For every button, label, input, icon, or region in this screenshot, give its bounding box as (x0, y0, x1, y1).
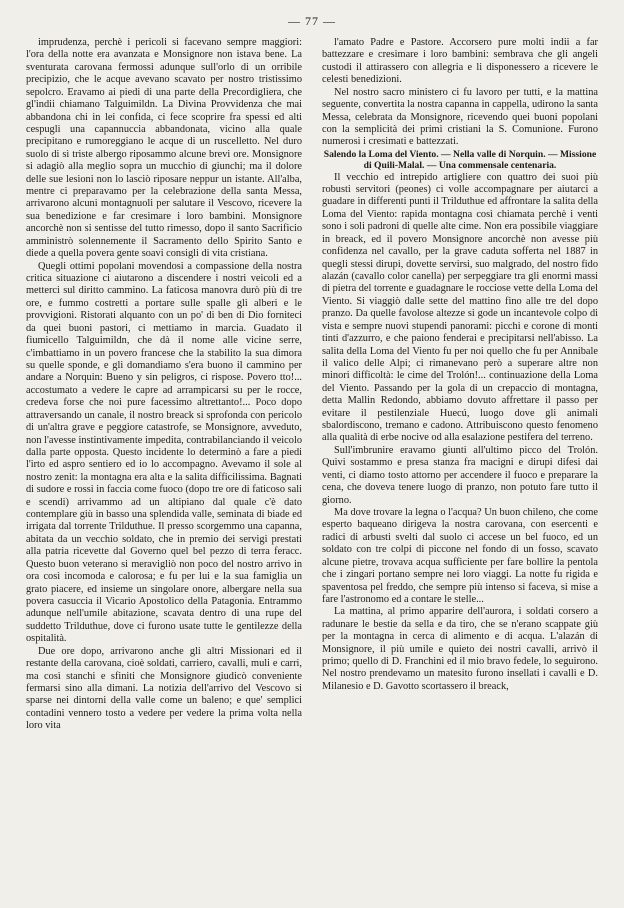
paragraph: Nel nostro sacro ministero ci fu lavoro per tutti, e la mattina seguente, convertita la nostra capanna in cappella, udirono la santa Messa, celebrata da Monsignore, ricevendo quei buoni popolani con la semplicità dei primi cristiani la S. Comunione. Furono numerosi i cresimati e battezzati. (322, 86, 599, 148)
paragraph: Ma dove trovare la legna o l'acqua? Un buon chileno, che come esperto baqueano dirigeva la nostra carovana, con esercenti e radici di arbusti svelti dal suolo ci accese un bel fuoco, ed un soldato con tre colpi di piccone nel fondo di un fosso, scavato alcune pietre, trovava acqua sufficiente per fare bollire la pentola che i zingari portano sempre nei loro viaggi. La notte fu rigida e spaventosa pel freddo, che sempre più intenso si faceva, si mise a fare l'astronomo ed a contare le stelle... (322, 507, 598, 605)
paragraph: Due ore dopo, arrivarono anche gli altri Missionari ed il restante della carovana, cioè soldati, carriero, cavalli, muli e carri, ma così stanchi e sfiniti che Monsignore giudicò conveniente fermarsi sino alla dimani. La notizia dell'arrivo del Vescovo si sparse nei dintorni della valle come un baleno; e que' semplici contadini vennero tosto a vedere per vedere la prima volta nella loro vita (26, 645, 302, 732)
left-column (26, 37, 302, 733)
page-number: — 77 — (288, 14, 336, 28)
paragraph: La mattina, al primo apparire dell'aurora, i soldati corsero a radunare le bestie da sella e da tiro, che se n'erano scappate giù per la montagna in cerca di alimento e di acqua. L'alazán di Monsignore, il più umile e quieto dei nostri cavalli, arrivò il primo; quello di D. Franchini ed il mio bravo fedele, lo seguirono. Nel nostro prendevamo un matesito furono insellati i cavalli e D. Milanesio e D. Gavotto scortassero il breack, (322, 606, 598, 692)
paragraph: imprudenza, perchè i pericoli si facevano sempre maggiori: l'ora della notte era avanzata e Monsignore non istava bene. La sventurata carovana fermossi adunque sull'orlo di un orribile precipizio, che le acque avevano scavato per nostro tristissimo sepolcro. Eravamo ai piedi di una parte della Precordigliera, che gl'indii chiamano Talguimildn. La Divina Provvidenza che mai abbandona chi in lei confida, ci fece scoprire fra spessi ed alti cespugli una capannuccia abbandonata, vicino alla quale precipitano e rumoreggiano le acque di un ruscelletto. Nel duro suolo di sì triste albergo riposammo alcune brevi ore. Monsignore si adagiò alla meglio sopra un mucchio di giunchi; ma il dolore delle sue lesioni non lo lasciò riposare neppur un istante. All'alba, mentre ci preparavamo per la celebrazione della santa Messa, arrivarono alcuni montagnuoli per salutare il Vescovo, ricevere la sua benedizione e far cresimare i loro bambini. Monsignore ancorchè non si sentisse del tutto rimesso, dopo il santo Sacrificio amministrò solennemente il Sacramento dello Spirito Santo e diede a quella povera gente soavi consigli di vita cristiana. (26, 37, 302, 260)
two-column-body (26, 37, 598, 733)
section-heading: Salendo la Loma del Viento. — Nella valle di Norquin. — Missione di Quili-Malal. — Una commensale centenaria. (323, 148, 597, 172)
paragraph: l'amato Padre e Pastore. Accorsero pure molti indii a far battezzare e cresimare i loro bambini: sembrava che gli angeli custodi il attirassero con allegria e li disponessero a ricevere le celesti benedizioni. (322, 37, 598, 86)
paragraph: Sull'imbrunire eravamo giunti all'ultimo picco del Trolón. Quivi sostammo e presa stanza fra macigni e dirupi difesi dai venti, ci diamo tosto attorno per accendere il fuoco e preparare la cena, che doveva tenere luogo di pranzo, non potuto fare tutto il giorno. (322, 444, 598, 506)
paragraph: Il vecchio ed intrepido artigliere con quattro dei suoi più robusti servitori (peones) ci volle accompagnare per aiutarci a guadare in differenti punti il Trilduthue ed affrontare la salita della Loma del Viento: rapida montagna così chiamata perchè i venti sono i soli padroni di quelle alte cime. Non era possibile viaggiare in breack, ed il povero Monsignore ancorchè non avesse più confidenza nel cavallo, per la grave caduta sofferta nel 1887 in quegli stessi dirupi, dovette servirsi, suo malgrado, del nostro fido alazán (cavallo color canella) per serpeggiare tra gli enormi massi di pietra del torrente e guadagnare le rocciose vette della Loma del Viento. Si viaggiò dalle sette del mattino fino alle tre del dopo pranzo. Da quelle favolose altezze si gode un incantevole colpo di vista e sempre nuovi stupendi panorami: picchi e corone di monti tinti d'azzurro, e che paiono fenderai e precipitarsi nell'abisso. La salita della Loma del Viento fu per noi quello che fu per Annibale il valico delle Alpi; ci rimanevano però a superare altre non minori difficoltà: le cime del Trolón!... continuazione della Loma del Viento. Passando per la gola di un crepaccio di montagna, detta Mallin Redondo, abbiamo dovuto affrettare il passo per evitare il pestilenziale Huecú, luogo dove gli animali sbalordiscono, tremano e cadono. Attribuiscono questo fenomeno alla qualità di erbe nocive od alla esalazione pestifera del terreno. (322, 171, 598, 444)
paragraph: Quegli ottimi popolani movendosi a compassione della nostra critica situazione ci aiutarono a discendere i nostri veicoli ed a metterci sul diritto cammino. La faticosa manovra durò più di tre ore, e fummo costretti a portare sulle spalle gli alberi e le provvigioni. Ristorati alquanto con un po' di ben di Dio forniteci da quei buoni pastori, ci mettiamo in marcia. Guadato il fiumicello Talguimildn, che dà il nome alle vicine serre, c'imbattiamo in un povero francese che la stabilito la sua dimora su quelle sponde, e gli domandiamo s'era buono il cammino per andare a Norquin: Bueno y sin peligros, ci rispose. Povero tto!... accostumato a vedere le capre ad arrampicarsi su per le rocce, credeva forse che noi pure facessimo altrettanto!... Poco dopo attraversando un canale, il nostro breack si sprofonda con pericolo di un'altra grave e peggiore catastrofe, se Monsignore, avveduto, non l'avesse instintivamente impedita, contrabilanciando il veicolo dalla parte opposta. Questo incidente lo determinò a fare a piedi l'irto ed aspro sentiero ed io lo accompagno. Avevamo il sole al nostro zenit: la montagna era alta e la salita difficilissima. Bagnati di sudore e rossi in faccia come fuoco (dopo tre ore di faticoso sali e scendi) arrivammo ad un altipiano dal quale c'è dato contemplare giù in basso una splendida valle, seminata di biade ed irrigata dal torrente Trilduthue. Il presso scorgemmo una capanna, abitata da un vecchio soldato, che in premio dei servigi prestati alla patria ricevette dal Governo quel bel pezzo di terra feracc. Questo buon veterano si meravigliò non poco del nostro arrivo in ora così incomoda e calorosa; e fu per lui e la sua famiglia un grato piacere, ed insieme un singolare onore, albergare nella sua povera casuccia il Vicario Apostolico della Patagonia. Entrammo adunque nell'umile abitazione, scavata dentro di una rupe del suddetto Trilduthue, dove ci furono usate tutte le gentilezze della ospitalità. (26, 260, 302, 645)
right-column (322, 37, 598, 733)
